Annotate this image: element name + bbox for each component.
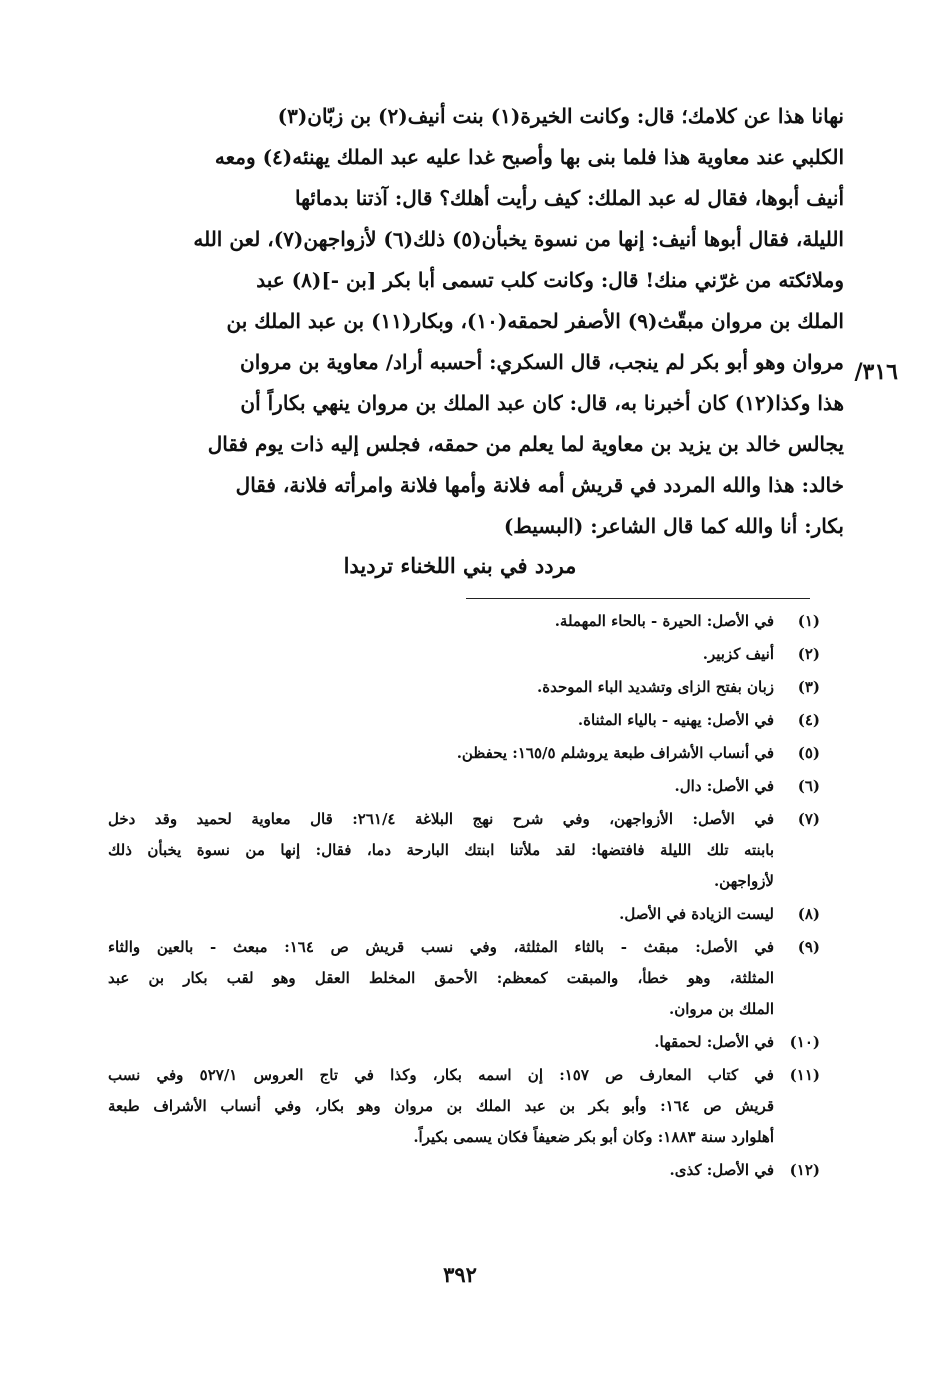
footnote-text: قريش ص ١٦٤: وأبو بكر بن عبد الملك بن مروان وهو بكار، وفي أنساب الأشراف طبعة — [108, 1097, 774, 1115]
footnote-number: (٨) — [797, 905, 820, 923]
footnote — [108, 1060, 820, 1153]
text-line: الكلبي عند معاوية هذا فلما بنى بها وأصبح غدا عليه عبد الملك يهنئه(٤) ومعه — [214, 145, 844, 169]
footnote — [108, 1027, 820, 1058]
footnote-number: (١) — [797, 612, 820, 630]
footnote-text: في الأصل: كذى. — [669, 1161, 774, 1179]
footnote-number: (١٢) — [789, 1161, 820, 1179]
poetry-verse: مردد في بني اللخناء ترديدا — [343, 553, 577, 578]
footnote — [108, 1155, 820, 1186]
text-line: خالد: هذا والله المردد في قريش أمه فلانة وأمها فلانة وامرأته فلانة، فقال — [235, 473, 844, 497]
footnote-text: المثلثة، وهو خطأ، والمبقت كمعظم: الأحمق المخلط العقل وهو لقب بكار بن عبد — [108, 969, 774, 987]
text-line: نهانا هذا عن كلامك؛ قال: وكانت الخيرة(١) بنت أنيف(٢) بن زبّان(٣) — [277, 104, 844, 128]
footnote-text: بابنته تلك الليلة فافتضها: لقد ملأتنا ابنتك البارحة دما، فقال: إنها من نسوة يخبأن ذلك — [108, 841, 774, 859]
text-line: الملك بن مروان مبقّث(٩) الأصفر لحمقه(١٠)، وبكار(١١) بن عبد الملك بن — [226, 309, 844, 333]
footnote-number: (٦) — [797, 777, 820, 795]
footnote-text: أنيف كزبير. — [702, 645, 774, 663]
footnote — [108, 606, 820, 637]
text-line: الليلة، فقال أبوها أنيف: إنها من نسوة يخبأن(٥) ذلك(٦) لأزواجهن(٧)، لعن الله — [193, 227, 844, 251]
footnote-number: (٥) — [797, 744, 820, 762]
footnote-text: زبان بفتح الزاى وتشديد الباء الموحدة. — [536, 678, 774, 696]
footnote — [108, 899, 820, 930]
footnote — [108, 804, 820, 897]
footnote-number: (١١) — [789, 1066, 820, 1084]
margin-page-reference: ٣١٦/ — [854, 359, 898, 385]
text-line: هذا وكذا(١٢) كان أخبرنا به، قال: كان عبد الملك بن مروان ينهي بكاراً أن — [240, 391, 844, 415]
text-line: مروان وهو أبو بكر لم ينجب، قال السكري: أحسبه أراد/ معاوية بن مروان — [240, 350, 844, 374]
footnote — [108, 672, 820, 703]
footnote-text: في الأصل: الحيرة - بالحاء المهملة. — [554, 612, 774, 630]
footnote — [108, 639, 820, 670]
footnote-text: في الأصل: مبقث - بالثاء المثلثة، وفي نسب قريش ص ١٦٤: مبعث - بالعين والثاء — [108, 938, 774, 956]
footnote-text: في الأصل: يهنيه - بالياء المثناة. — [577, 711, 774, 729]
text-line: وملائكته من غرّني منك! قال: وكانت كلب تسمى أبا بكر [بن -](٨) عبد — [256, 268, 844, 292]
footnote-number: (٩) — [797, 938, 820, 956]
text-line: يجالس خالد بن يزيد بن معاوية لما يعلم من حمقه، فجلس إليه ذات يوم فقال — [207, 432, 844, 456]
footnotes — [108, 606, 820, 1188]
main-text — [112, 96, 844, 547]
text-line: أنيف أبوها، فقال له عبد الملك: كيف رأيت أهلك؟ قال: آذتنا بدمائها — [294, 186, 844, 210]
footnote-number: (١٠) — [789, 1033, 820, 1051]
footnote-text: الملك بن مروان. — [668, 1000, 774, 1018]
footnote-number: (٢) — [797, 645, 820, 663]
footnote-text: في الأصل: دال. — [674, 777, 774, 795]
footnote — [108, 771, 820, 802]
footnote-number: (٧) — [797, 810, 820, 828]
footnote — [108, 738, 820, 769]
footnote — [108, 932, 820, 1025]
footnote-separator — [466, 598, 810, 599]
footnote-text: أهلوارد سنة ١٨٨٣: وكان أبو بكر ضعيفاً فكان يسمى بكيراً. — [413, 1128, 774, 1146]
footnote-text: في كتاب المعارف ص ١٥٧: إن اسمه بكار، وكذا في تاج العروس ٥٢٧/١ وفي نسب — [108, 1066, 774, 1084]
footnote-text: لأزواجهن. — [713, 872, 774, 890]
text-line: بكار: أنا والله كما قال الشاعر: (البسيط) — [503, 514, 844, 538]
footnote-number: (٤) — [797, 711, 820, 729]
footnote-text: في الأصل: لحمقها. — [654, 1033, 774, 1051]
footnote-number: (٣) — [797, 678, 820, 696]
footnote-text: في أنساب الأشراف طبعة يروشلم ١٦٥/٥: يحفظن. — [456, 744, 774, 762]
footnote-text: ليست الزيادة في الأصل. — [619, 905, 774, 923]
page-number: ٣٩٢ — [443, 1262, 477, 1287]
footnote-text: في الأصل: الأزواجهن، وفي شرح نهج البلاغة ٢٦١/٤: قال معاوية لحميد وقد دخل — [108, 810, 774, 828]
footnote — [108, 705, 820, 736]
